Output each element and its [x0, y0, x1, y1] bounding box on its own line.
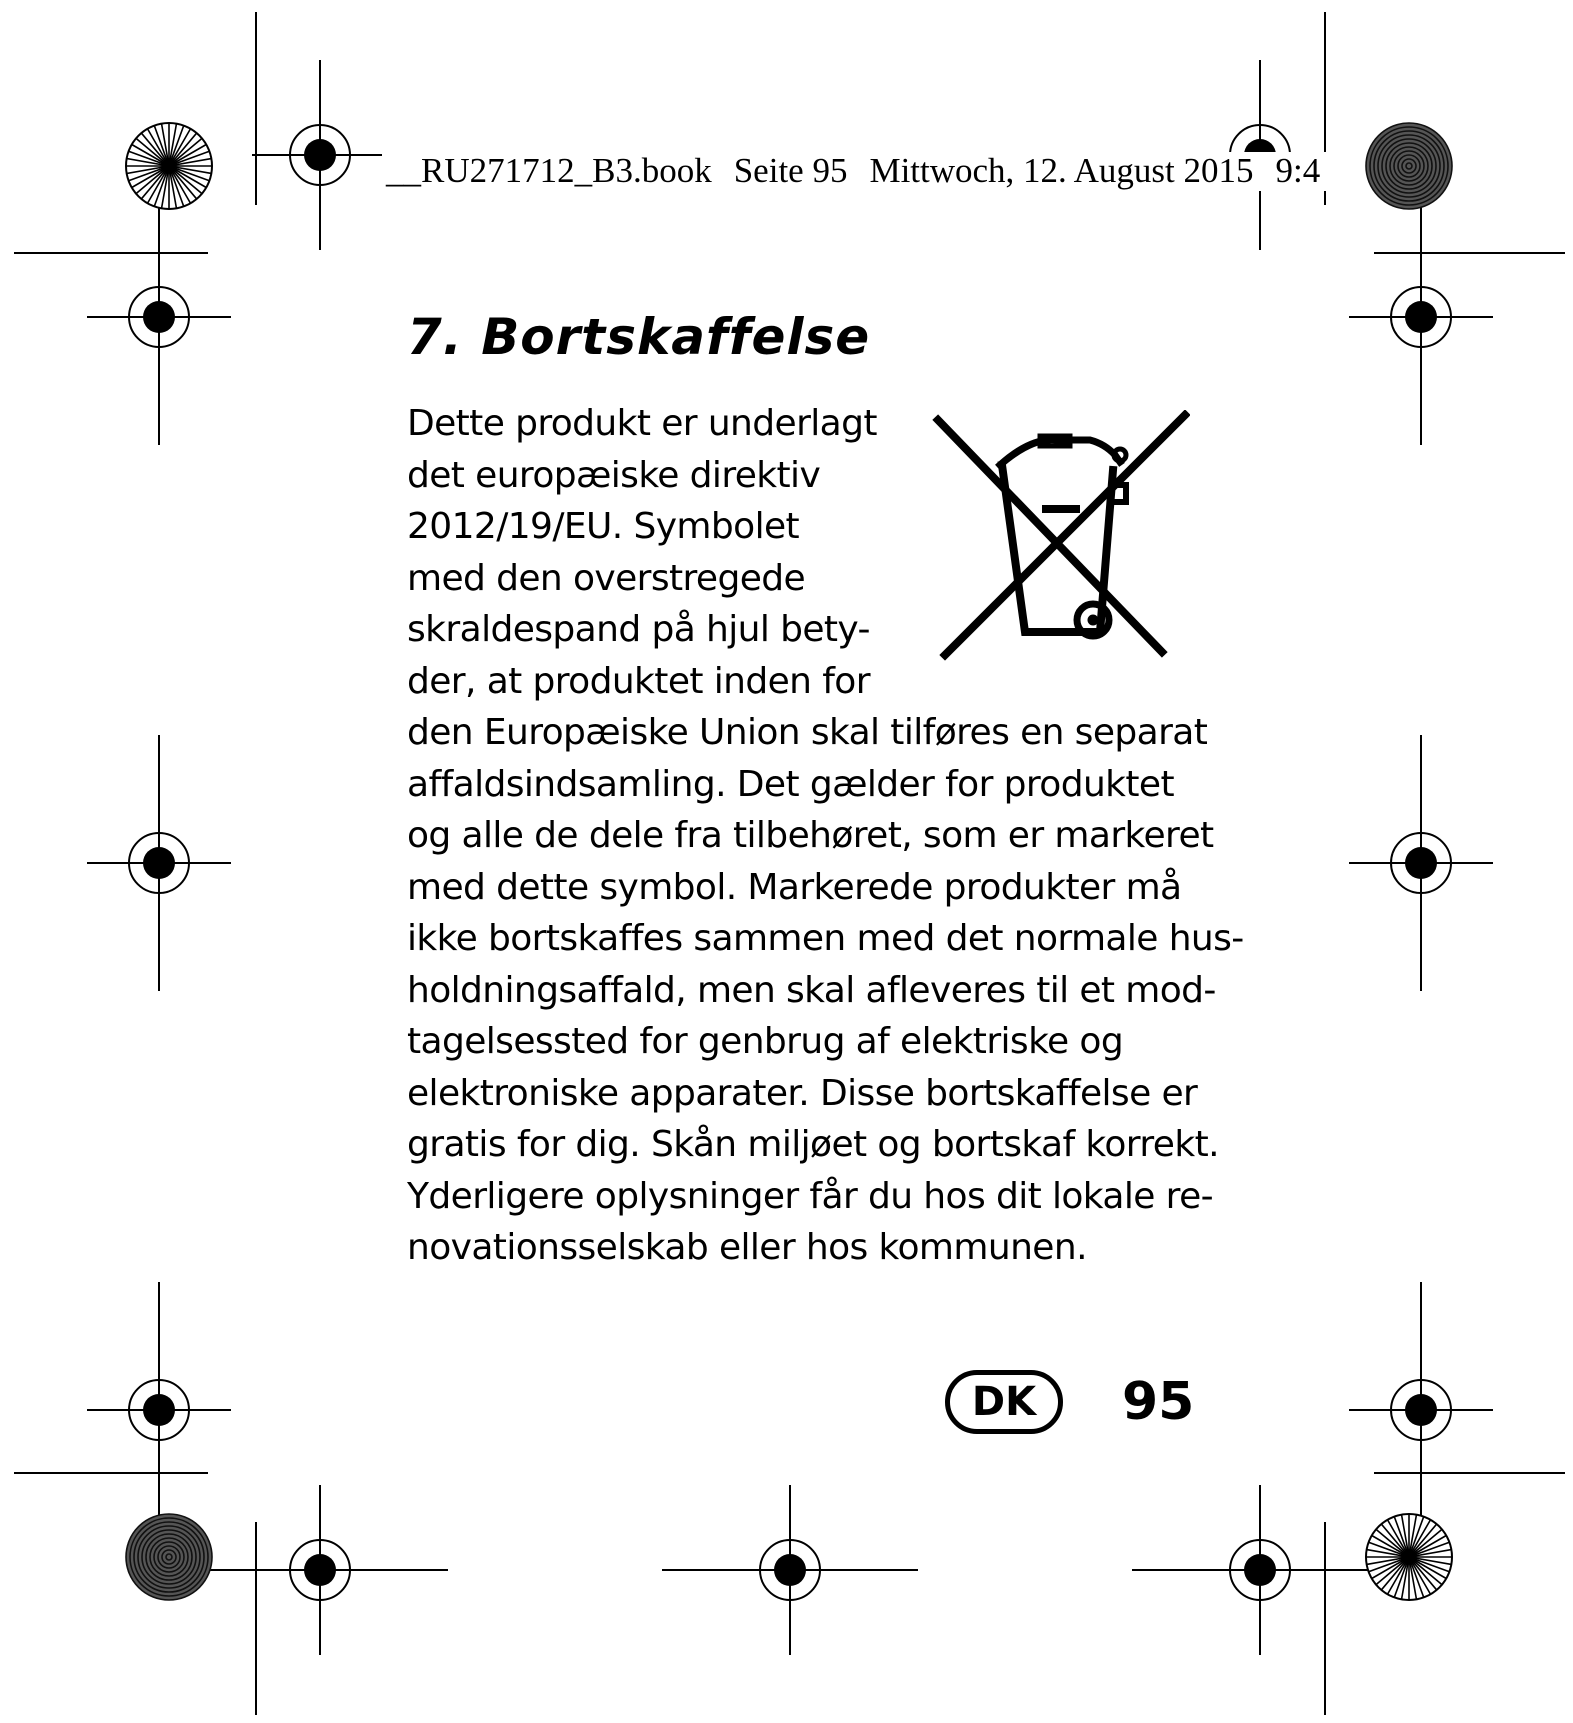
body-line: skraldespand på hjul bety-: [407, 609, 870, 650]
concentric-ring-mark-icon: [1366, 123, 1452, 209]
registration-target-icon: [87, 1282, 231, 1538]
registration-target-icon: [1349, 189, 1493, 445]
body-line: der, at produktet inden for: [407, 660, 870, 702]
registration-target-icon: [662, 1485, 918, 1655]
header-date: Mittwoch, 12. August 2015: [869, 151, 1254, 190]
body-line: novationsselskab eller hos kommunen.: [407, 1227, 1087, 1268]
page-number: 95: [1122, 1372, 1195, 1432]
starburst-mark-icon: [126, 123, 212, 209]
header-time: 9:4: [1275, 151, 1321, 190]
section-title: 7. Bortskaffelse: [407, 308, 871, 366]
language-badge: DK: [945, 1370, 1063, 1434]
registration-target-icon: [1349, 735, 1493, 991]
registration-target-icon: [87, 189, 231, 445]
crossed-out-wheelie-bin-icon: [930, 410, 1190, 670]
registration-target-icon: [252, 60, 388, 250]
registration-target-icon: [1132, 1485, 1388, 1655]
body-line: holdningsaffald, men skal afleveres til et mod-: [407, 969, 1216, 1011]
body-line: gratis for dig. Skån miljøet og bortskaf korrekt.: [407, 1124, 1219, 1165]
body-line: det europæiske direktiv: [407, 454, 821, 496]
header-page: Seite 95: [733, 151, 848, 190]
body-line: med den overstregede: [407, 557, 806, 599]
header-filename: __RU271712_B3.book: [386, 151, 712, 190]
registration-target-icon: [87, 735, 231, 991]
registration-target-icon: [1349, 1282, 1493, 1538]
body-line: Yderligere oplysninger får du hos dit lokale re-: [407, 1175, 1214, 1217]
body-line: Dette produkt er underlagt: [407, 403, 877, 444]
body-line: ikke bortskaffes sammen med det normale hus-: [407, 918, 1244, 959]
registration-target-icon: [192, 1485, 448, 1655]
body-line: 2012/19/EU. Symbolet: [407, 506, 800, 547]
concentric-ring-mark-icon: [126, 1514, 212, 1600]
body-line: affaldsindsamling. Det gælder for produktet: [407, 763, 1174, 805]
starburst-mark-icon: [1366, 1514, 1452, 1600]
body-line: den Europæiske Union skal tilføres en separat: [407, 712, 1208, 753]
body-line: og alle de dele fra tilbehøret, som er markeret: [407, 815, 1214, 856]
body-line: tagelsessted for genbrug af elektriske og: [407, 1021, 1124, 1062]
body-line: elektroniske apparater. Disse bortskaffelse er: [407, 1072, 1198, 1114]
body-line: med dette symbol. Markerede produkter må: [407, 866, 1182, 908]
print-header: [382, 152, 1346, 191]
